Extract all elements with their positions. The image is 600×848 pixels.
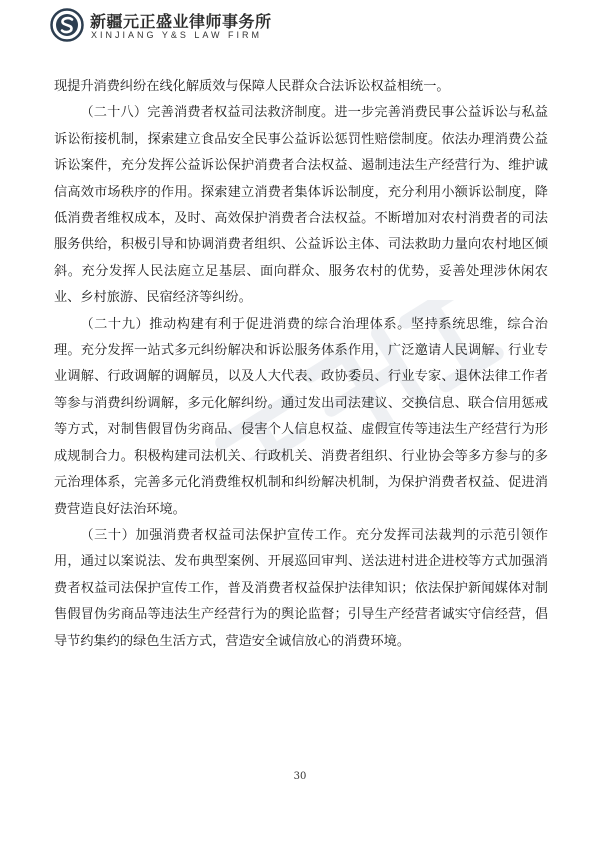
firm-name-english: XINJIANG Y&S LAW FIRM	[91, 30, 263, 40]
body-paragraph: （二十八）完善消费者权益司法救济制度。进一步完善消费民事公益诉讼与私益诉讼衔接机制，探索建立食品安全民事公益诉讼惩罚性赔偿制度。依法办理消费公益诉讼案件，充分发挥公益诉讼保护消费者合法权益、遏制违法生产经营行为、维护诚信高效市场秩序的作用。探索建立消费者集体诉讼制度，充分利用小额诉讼制度，降低消费者维权成本，及时、高效保护消费者合法权益。不断增加对农村消费者的司法服务供给，积极引导和协调消费者组织、公益诉讼主体、司法救助力量向农村地区倾斜。充分发挥人民法庭立足基层、面向群众、服务农村的优势，妥善处理涉休闲农业、乡村旅游、民宿经济等纠纷。	[54, 105, 548, 306]
body-paragraph: 现提升消费纠纷在线化解质效与保障人民群众合法诉讼权益相统一。	[54, 79, 450, 94]
page-number: 30	[293, 771, 307, 782]
document-header	[40, 6, 580, 46]
body-paragraph: （三十）加强消费者权益司法保护宣传工作。充分发挥司法裁判的示范引领作用，通过以案说法、发布典型案例、开展巡回审判、送法进村进企进校等方式加强消费者权益司法保护宣传工作，普及消费者权益保护法律知识；依法保护新闻媒体对制售假冒伪劣商品等违法生产经营行为的舆论监督；引导生产经营者诚实守信经营，倡导节约集约的绿色生活方式，营造安全诚信放心的消费环境。	[54, 527, 548, 649]
firm-logo-icon	[50, 8, 84, 42]
firm-name-chinese: 新疆元正盛业律师事务所	[90, 12, 272, 31]
document-body	[54, 74, 548, 655]
body-paragraph: （二十九）推动构建有利于促进消费的综合治理体系。坚持系统思维，综合治理。充分发挥一站式多元纠纷解决和诉讼服务体系作用，广泛邀请人民调解、行业专业调解、行政调解的调解员，以及人大代表、政协委员、行业专家、退休法律工作者等参与消费纠纷调解，多元化解纠纷。通过发出司法建议、交换信息、联合信用惩戒等方式，对制售假冒伪劣商品、侵害个人信息权益、虚假宣传等违法生产经营行为形成规制合力。积极构建司法机关、行政机关、消费者组织、行业协会等多方参与的多元治理体系，完善多元化消费维权机制和纠纷解决机制，为保护消费者权益、促进消费营造良好法治环境。	[54, 316, 548, 517]
